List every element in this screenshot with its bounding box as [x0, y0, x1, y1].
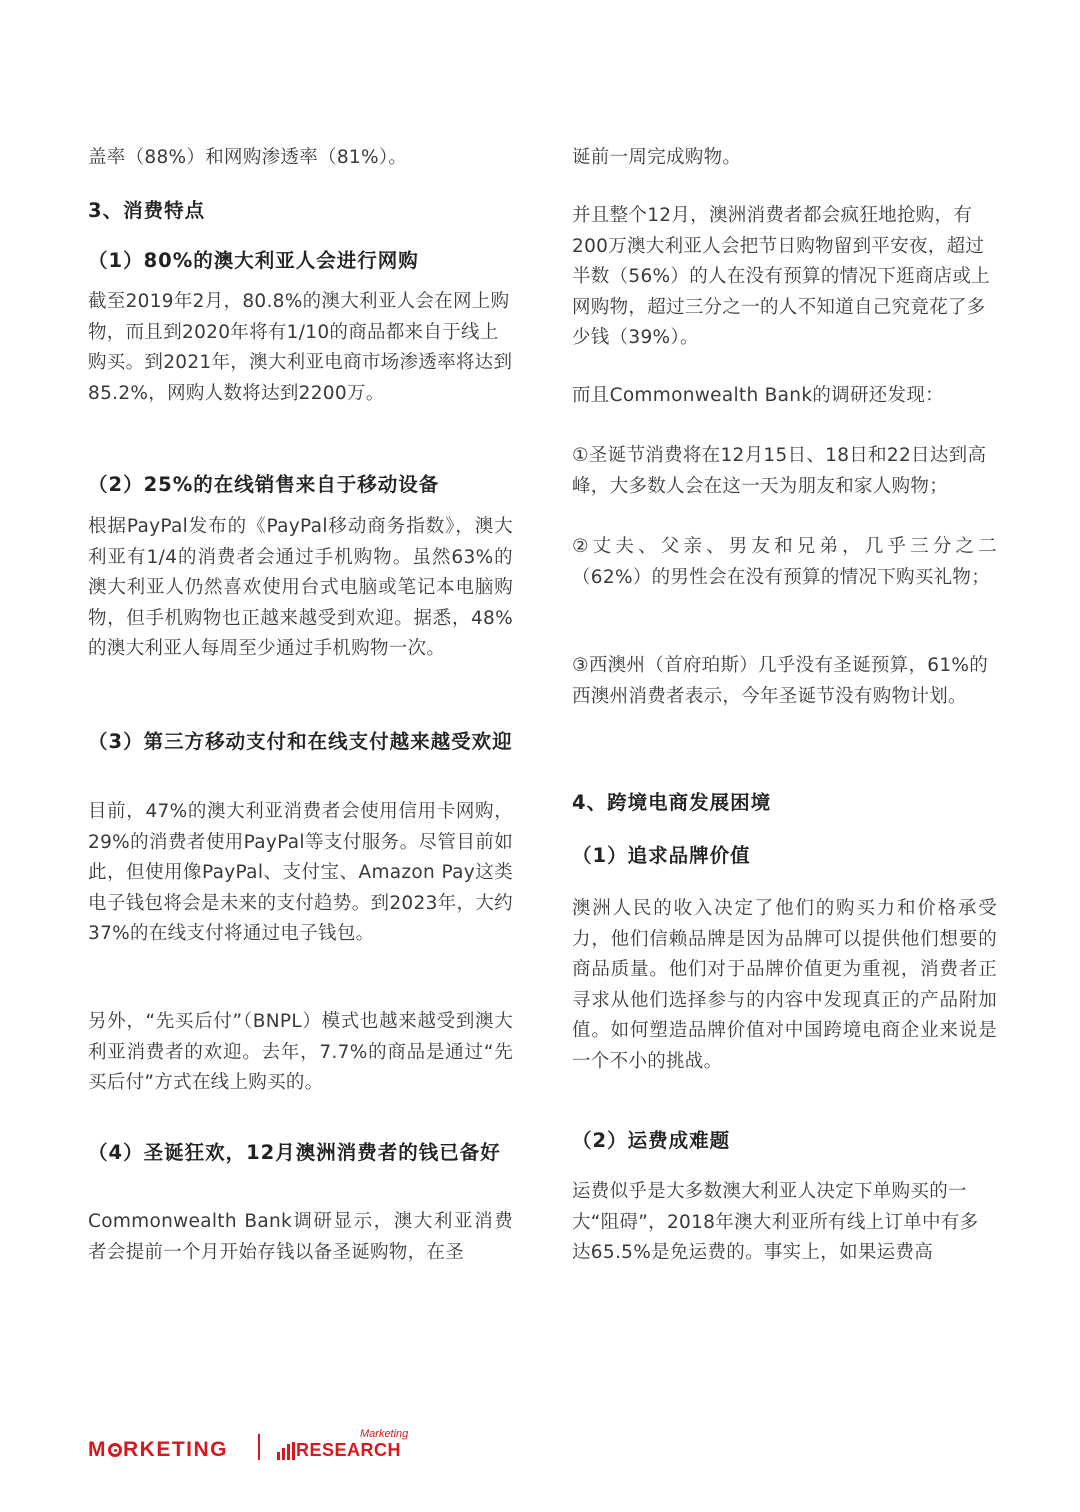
paragraph: ③西澳州（首府珀斯）几乎没有圣诞预算，61%的西澳州消费者表示，今年圣诞节没有购物计划。 — [572, 655, 989, 707]
section-heading: 4、跨境电商发展困境 — [572, 791, 772, 814]
subheading: （4）圣诞狂欢，12月澳洲消费者的钱已备好 — [88, 1141, 501, 1164]
paragraph: 盖率（88%）和网购渗透率（81%）。 — [88, 147, 408, 168]
paragraph: 目前，47%的澳大利亚消费者会使用信用卡网购，29%的消费者使用PayPal等支付服务。尽管目前如此，但使用像PayPal、支付宝、Amazon Pay这类电子钱包将会是未来的支付趋势。到2023年，大约37%的在线支付将通过电子钱包。 — [88, 801, 513, 944]
logo-text: RKETING — [123, 1438, 228, 1461]
research-logo: RESEARCH — [296, 1440, 402, 1460]
subheading: （3）第三方移动支付和在线支付越来越受欢迎 — [88, 730, 513, 753]
footer-logos — [88, 1428, 428, 1468]
section-heading: 3、消费特点 — [88, 199, 206, 222]
logo-text: M — [88, 1438, 107, 1461]
logo-divider — [258, 1434, 260, 1460]
target-icon — [108, 1443, 122, 1457]
subheading: （1）追求品牌价值 — [572, 844, 751, 867]
paragraph: Commonwealth Bank调研显示，澳大利亚消费者会提前一个月开始存钱以备圣诞购物，在圣 — [88, 1211, 513, 1263]
paragraph: 运费似乎是大多数澳大利亚人决定下单购买的一大“阻碍”，2018年澳大利亚所有线上订单中有多达65.5%是免运费的。事实上，如果运费高 — [572, 1181, 979, 1263]
subheading: （1）80%的澳大利亚人会进行网购 — [88, 249, 419, 272]
paragraph: 澳洲人民的收入决定了他们的购买力和价格承受力，他们信赖品牌是因为品牌可以提供他们想要的商品质量。他们对于品牌价值更为重视，消费者正寻求从他们选择参与的内容中发现真正的产品附加值。如何塑造品牌价值对中国跨境电商企业来说是一个不小的挑战。 — [572, 898, 997, 1072]
paragraph: 另外，“先买后付”（BNPL）模式也越来越受到澳大利亚消费者的欢迎。去年，7.7%的商品是通过“先买后付”方式在线上购买的。 — [88, 1011, 513, 1093]
subheading: （2）25%的在线销售来自于移动设备 — [88, 473, 440, 496]
paragraph: ②丈夫、父亲、男友和兄弟，几乎三分之二（62%）的男性会在没有预算的情况下购买礼物； — [572, 536, 997, 588]
paragraph: 而且Commonwealth Bank的调研还发现： — [572, 385, 944, 406]
paragraph: 截至2019年2月，80.8%的澳大利亚人会在网上购物，而且到2020年将有1/10的商品都来自于线上购买。到2021年，澳大利亚电商市场渗透率将达到85.2%，网购人数将达到2200万。 — [88, 291, 513, 404]
paragraph: 根据PayPal发布的《PayPal移动商务指数》，澳大利亚有1/4的消费者会通过手机购物。虽然63%的澳大利亚人仍然喜欢使用台式电脑或笔记本电脑购物，但手机购物也正越来越受到欢迎。据悉，48%的澳大利亚人每周至少通过手机购物一次。 — [88, 516, 513, 659]
paragraph: 并且整个12月，澳洲消费者都会疯狂地抢购，有200万澳大利亚人会把节日购物留到平安夜，超过半数（56%）的人在没有预算的情况下逛商店或上网购物，超过三分之一的人不知道自己究竟花了多少钱（39%）。 — [572, 205, 991, 348]
marketing-logo — [88, 1438, 228, 1462]
subheading: （2）运费成难题 — [572, 1129, 731, 1152]
bar-chart-icon — [277, 1442, 295, 1460]
paragraph: 诞前一周完成购物。 — [572, 147, 742, 168]
paragraph: ①圣诞节消费将在12月15日、18日和22日达到高峰，大多数人会在这一天为朋友和家人购物； — [572, 445, 987, 497]
research-logo-small: Marketing — [360, 1428, 409, 1440]
